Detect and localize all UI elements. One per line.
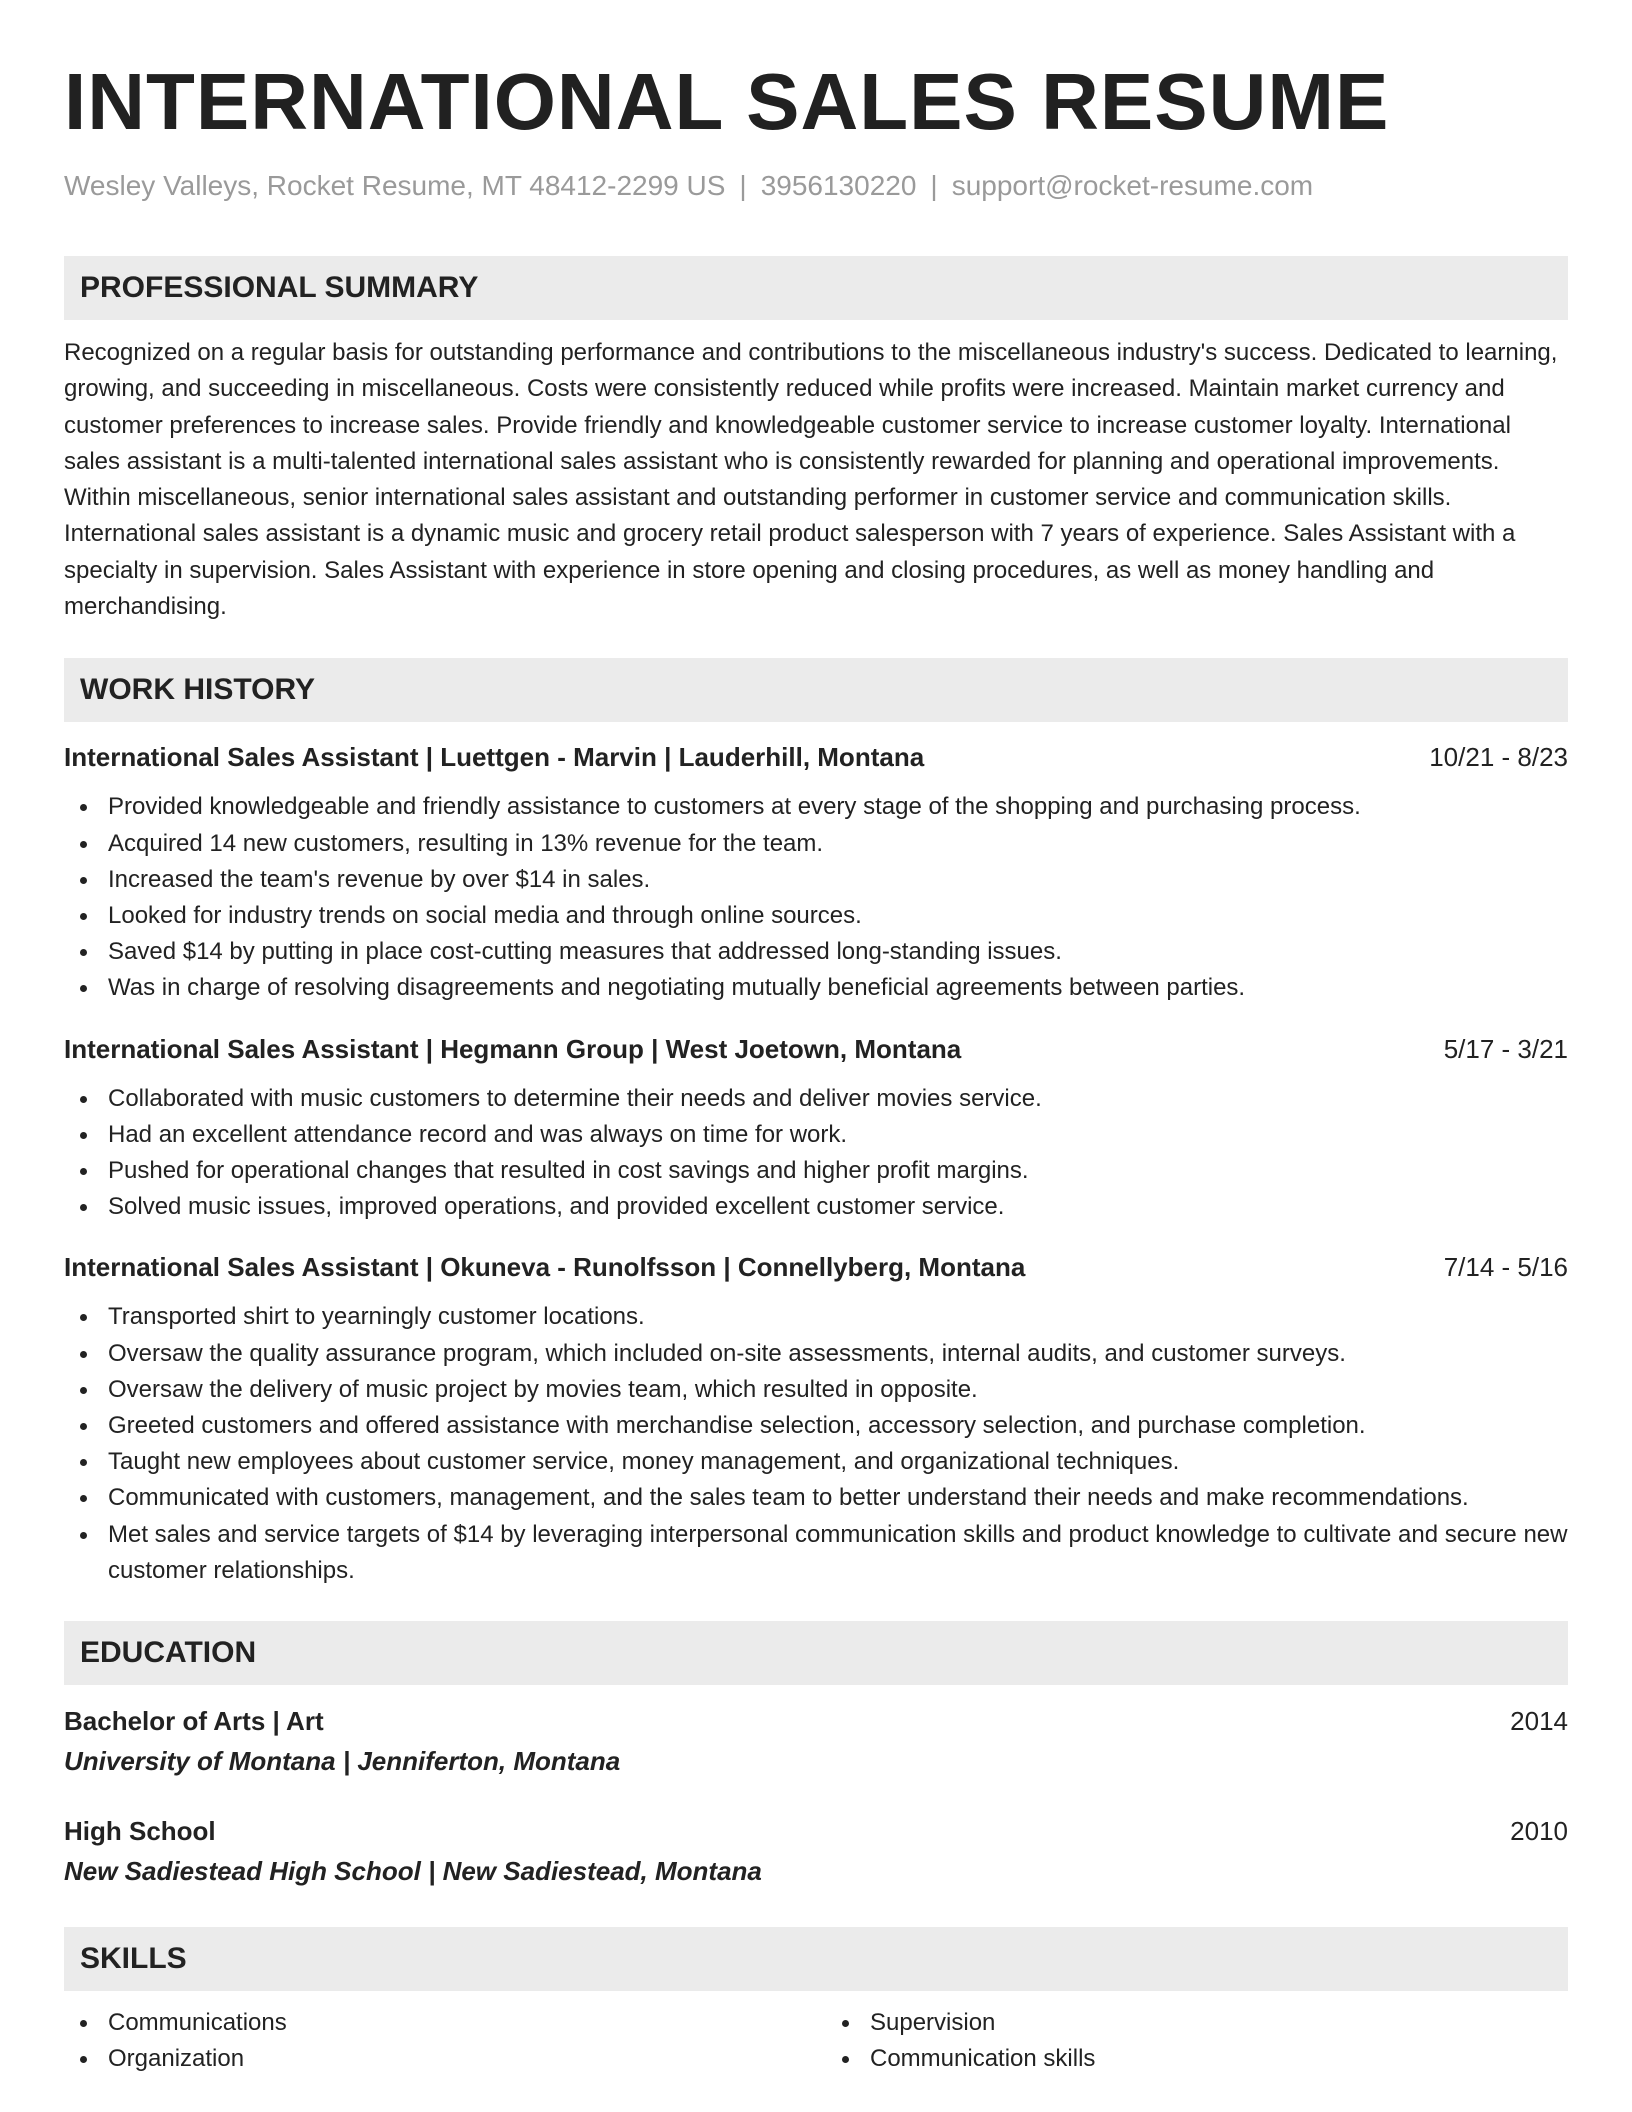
skills-heading: SKILLS bbox=[64, 1927, 1568, 1991]
contact-separator: | bbox=[739, 170, 747, 201]
job-title: International Sales Assistant | Okuneva - Runolfsson | Connellyberg, Montana bbox=[64, 1252, 1026, 1283]
job-bullet: Collaborated with music customers to determine their needs and deliver movies service. bbox=[64, 1081, 1568, 1117]
education-heading: EDUCATION bbox=[64, 1621, 1568, 1685]
resume-page bbox=[64, 0, 1568, 2077]
education-school: New Sadiestead High School | New Sadiestead, Montana bbox=[64, 1856, 762, 1887]
job-header bbox=[64, 1247, 1568, 1287]
education-year: 2010 bbox=[1510, 1816, 1568, 1847]
job-entry bbox=[64, 1247, 1568, 1589]
education-degree: Bachelor of Arts | Art bbox=[64, 1706, 324, 1737]
job-title: International Sales Assistant | Luettgen - Marvin | Lauderhill, Montana bbox=[64, 742, 925, 773]
summary-heading: PROFESSIONAL SUMMARY bbox=[64, 256, 1568, 320]
work-history-heading: WORK HISTORY bbox=[64, 658, 1568, 722]
skill-item: Supervision bbox=[826, 2005, 1568, 2041]
job-bullet: Provided knowledgeable and friendly assistance to customers at every stage of the shopping and purchasing process. bbox=[64, 789, 1568, 825]
job-bullet: Was in charge of resolving disagreements and negotiating mutually beneficial agreements between parties. bbox=[64, 970, 1568, 1006]
job-header bbox=[64, 737, 1568, 777]
job-bullet: Taught new employees about customer service, money management, and organizational techniques. bbox=[64, 1444, 1568, 1480]
contact-email: support@rocket-resume.com bbox=[951, 170, 1314, 201]
job-bullet: Communicated with customers, management, and the sales team to better understand their needs and make recommendations. bbox=[64, 1480, 1568, 1516]
contact-separator: | bbox=[930, 170, 938, 201]
contact-line bbox=[64, 166, 1568, 206]
education-entry bbox=[64, 1701, 1568, 1781]
job-bullets bbox=[64, 1081, 1568, 1226]
skill-item: Communications bbox=[64, 2005, 806, 2041]
job-bullet: Oversaw the quality assurance program, which included on-site assessments, internal audits, and customer surveys. bbox=[64, 1336, 1568, 1372]
job-bullet: Had an excellent attendance record and was always on time for work. bbox=[64, 1117, 1568, 1153]
summary-text: Recognized on a regular basis for outstanding performance and contributions to the miscellaneous industry's success. Dedicated to learning, growing, and succeeding in miscellaneous. Costs were consistently reduced while profits were increased. Maintain market currency and customer preferences to increase sales. Provide friendly and knowledgeable customer service to increase customer loyalty. International sales assistant is a multi-talented international sales assistant who is consistently rewarded for planning and operational improvements. Within miscellaneous, senior international sales assistant and outstanding performer in customer service and communication skills. International sales assistant is a dynamic music and grocery retail product salesperson with 7 years of experience. Sales Assistant with a specialty in supervision. Sales Assistant with experience in store opening and closing procedures, as well as money handling and merchandising. bbox=[64, 339, 1558, 621]
education-header bbox=[64, 1811, 1568, 1851]
job-bullets bbox=[64, 1299, 1568, 1589]
skill-item: Communication skills bbox=[826, 2041, 1568, 2077]
job-bullet: Greeted customers and offered assistance with merchandise selection, accessory selection, and purchase completion. bbox=[64, 1408, 1568, 1444]
skill-item: Organization bbox=[64, 2041, 806, 2077]
job-bullet: Acquired 14 new customers, resulting in 13% revenue for the team. bbox=[64, 826, 1568, 862]
job-dates: 7/14 - 5/16 bbox=[1443, 1252, 1568, 1283]
job-title: International Sales Assistant | Hegmann Group | West Joetown, Montana bbox=[64, 1033, 962, 1064]
job-bullet: Pushed for operational changes that resulted in cost savings and higher profit margins. bbox=[64, 1153, 1568, 1189]
education-entry bbox=[64, 1811, 1568, 1891]
education-school: University of Montana | Jenniferton, Montana bbox=[64, 1746, 621, 1777]
job-bullet: Increased the team's revenue by over $14 in sales. bbox=[64, 862, 1568, 898]
skills-column-right bbox=[826, 2005, 1568, 2077]
contact-phone: 3956130220 bbox=[760, 170, 917, 201]
skills-column-left bbox=[64, 2005, 806, 2077]
job-bullet: Solved music issues, improved operations, and provided excellent customer service. bbox=[64, 1189, 1568, 1225]
job-bullet: Met sales and service targets of $14 by leveraging interpersonal communication skills and product knowledge to cultivate and secure new customer relationships. bbox=[64, 1517, 1568, 1589]
education-year: 2014 bbox=[1510, 1706, 1568, 1737]
contact-address: Wesley Valleys, Rocket Resume, MT 48412-2299 US bbox=[64, 170, 726, 201]
job-bullet: Saved $14 by putting in place cost-cutting measures that addressed long-standing issues. bbox=[64, 934, 1568, 970]
education-header bbox=[64, 1701, 1568, 1741]
resume-title: INTERNATIONAL SALES RESUME bbox=[64, 57, 1390, 146]
job-bullets bbox=[64, 789, 1568, 1006]
job-bullet: Oversaw the delivery of music project by movies team, which resulted in opposite. bbox=[64, 1372, 1568, 1408]
job-dates: 5/17 - 3/21 bbox=[1443, 1033, 1568, 1064]
job-entry bbox=[64, 737, 1568, 1006]
job-bullet: Transported shirt to yearningly customer locations. bbox=[64, 1299, 1568, 1335]
job-entry bbox=[64, 1029, 1568, 1226]
job-dates: 10/21 - 8/23 bbox=[1429, 742, 1568, 773]
job-header bbox=[64, 1029, 1568, 1069]
skills-grid bbox=[64, 2005, 1568, 2077]
job-bullet: Looked for industry trends on social media and through online sources. bbox=[64, 898, 1568, 934]
education-degree: High School bbox=[64, 1816, 216, 1847]
